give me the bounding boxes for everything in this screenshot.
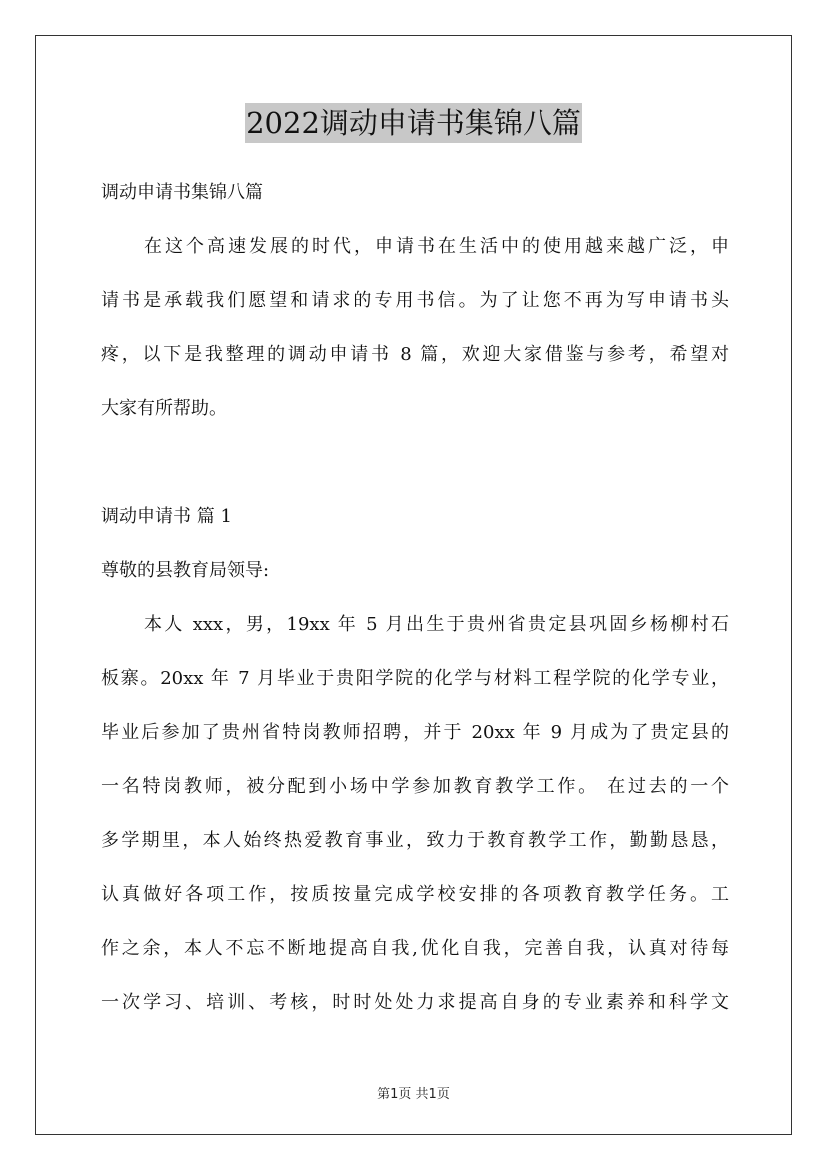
body-line: 板寨。20xx 年 7 月毕业于贵阳学院的化学与材料工程学院的化学专业， [101, 668, 729, 689]
subtitle: 调动申请书集锦八篇 [101, 182, 263, 203]
body-line: 一名特岗教师，被分配到小场中学参加教育教学工作。 在过去的一个 [101, 776, 729, 797]
paragraph-spacer [101, 430, 729, 484]
body-line: 作之余，本人不忘不断地提高自我,优化自我，完善自我，认真对待每 [101, 938, 729, 959]
document-body [101, 160, 729, 1024]
salutation: 尊敬的县教育局领导: [101, 560, 270, 581]
page-number-footer: 第1页 共1页 [377, 1087, 450, 1102]
body-line: 认真做好各项工作，按质按量完成学校安排的各项教育教学任务。工 [101, 884, 729, 905]
body-line: 本人 xxx，男，19xx 年 5 月出生于贵州省贵定县巩固乡杨柳村石 [144, 614, 729, 635]
body-line: 毕业后参加了贵州省特岗教师招聘，并于 20xx 年 9 月成为了贵定县的 [101, 722, 729, 743]
body-line: 多学期里，本人始终热爱教育事业，致力于教育教学工作，勤勤恳恳， [101, 830, 729, 851]
intro-line: 在这个高速发展的时代，申请书在生活中的使用越来越广泛，申 [144, 236, 729, 257]
intro-line: 大家有所帮助。 [101, 398, 227, 419]
intro-line: 疼，以下是我整理的调动申请书 8 篇，欢迎大家借鉴与参考，希望对 [101, 344, 729, 365]
document-title-wrap [0, 103, 827, 143]
intro-line: 请书是承载我们愿望和请求的专用书信。为了让您不再为写申请书头 [101, 290, 729, 311]
body-line: 一次学习、培训、考核，时时处处力求提高自身的专业素养和科学文 [101, 992, 729, 1013]
section-heading: 调动申请书 篇 1 [101, 506, 232, 527]
document-title: 2022调动申请书集锦八篇 [245, 103, 582, 143]
